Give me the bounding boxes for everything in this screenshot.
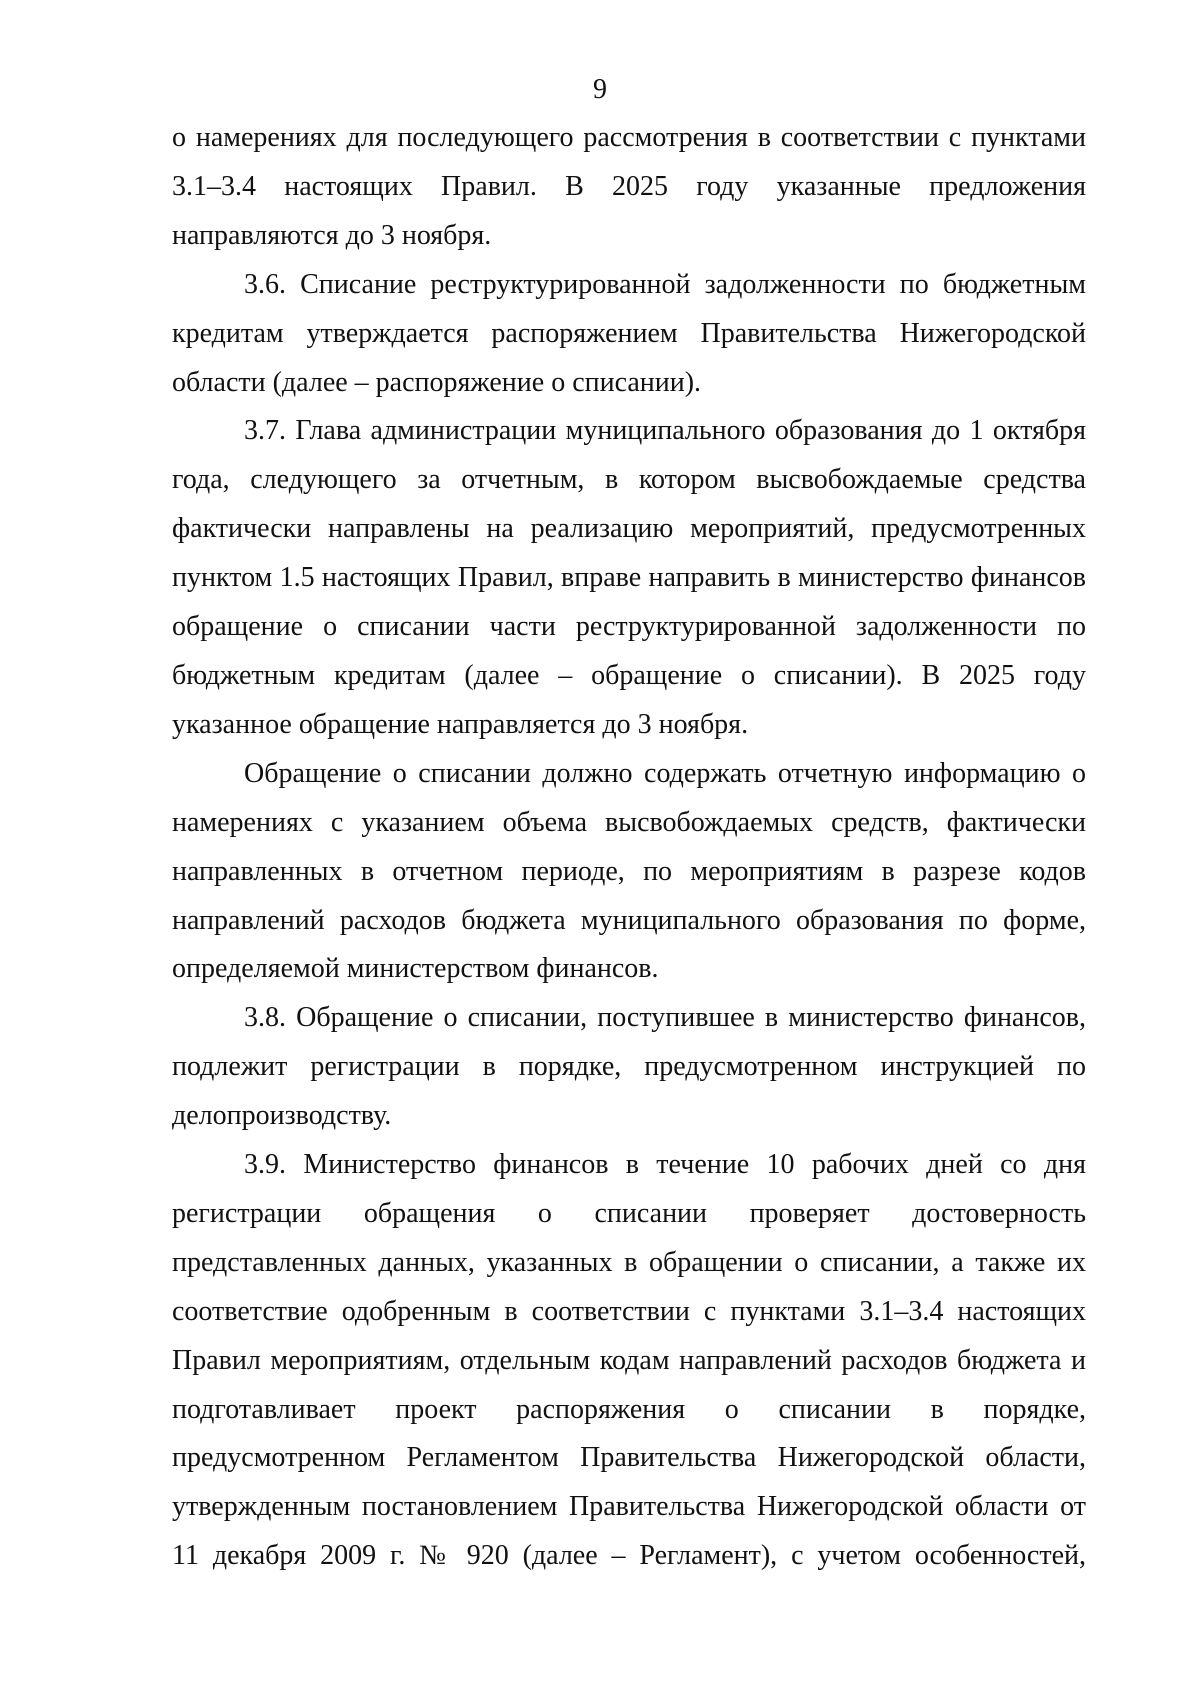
page-number: 9: [593, 74, 607, 105]
paragraph-continuation: о намерениях для последующего рассмотрения в соответствии с пунктами 3.1–3.4 настоящих Правил. В 2025 году указанные предложения направляются до 3 ноября.: [172, 122, 1086, 251]
document-body: [172, 114, 1086, 1581]
paragraph-report-requirements: Обращение о списании должно содержать отчетную информацию о намерениях с указанием объема высвобождаемых средств, фактически направленных в отчетном периоде, по мероприятиям в разрезе кодов направлений расходов бюджета муниципального образования по форме, определяемой министерством финансов.: [172, 757, 1086, 985]
paragraph-3-7: 3.7. Глава администрации муниципального образования до 1 октября года, следующего за отчетным, в котором высвобождаемые средства фактически направлены на реализацию мероприятий, предусмотренных пунктом 1.5 настоящих Правил, вправе направить в министерство финансов обращение о списании части реструктурированной задолженности по бюджетным кредитам (далее – обращение о списании). В 2025 году указанное обращение направляется до 3 ноября.: [172, 415, 1086, 740]
paragraph-3-9: 3.9. Министерство финансов в течение 10 рабочих дней со дня регистрации обращения о списании проверяет достоверность представленных данных, указанных в обращении о списании, а также их соответствие одобренным в соответствии с пунктами 3.1–3.4 настоящих Правил мероприятиям, отдельным кодам направлений расходов бюджета и подготавливает проект распоряжения о списании в порядке, предусмотренном Регламентом Правительства Нижегородской области, утвержденным постановлением Правительства Нижегородской области от 11 декабря 2009 г. № 920 (далее – Регламент), с учетом особенностей,: [172, 1149, 1086, 1572]
paragraph-3-8: 3.8. Обращение о списании, поступившее в министерство финансов, подлежит регистрации в порядке, предусмотренном инструкцией по делопроизводству.: [172, 1002, 1086, 1132]
paragraph-3-6: 3.6. Списание реструктурированной задолженности по бюджетным кредитам утверждается распоряжением Правительства Нижегородской области (далее – распоряжение о списании).: [172, 268, 1086, 398]
